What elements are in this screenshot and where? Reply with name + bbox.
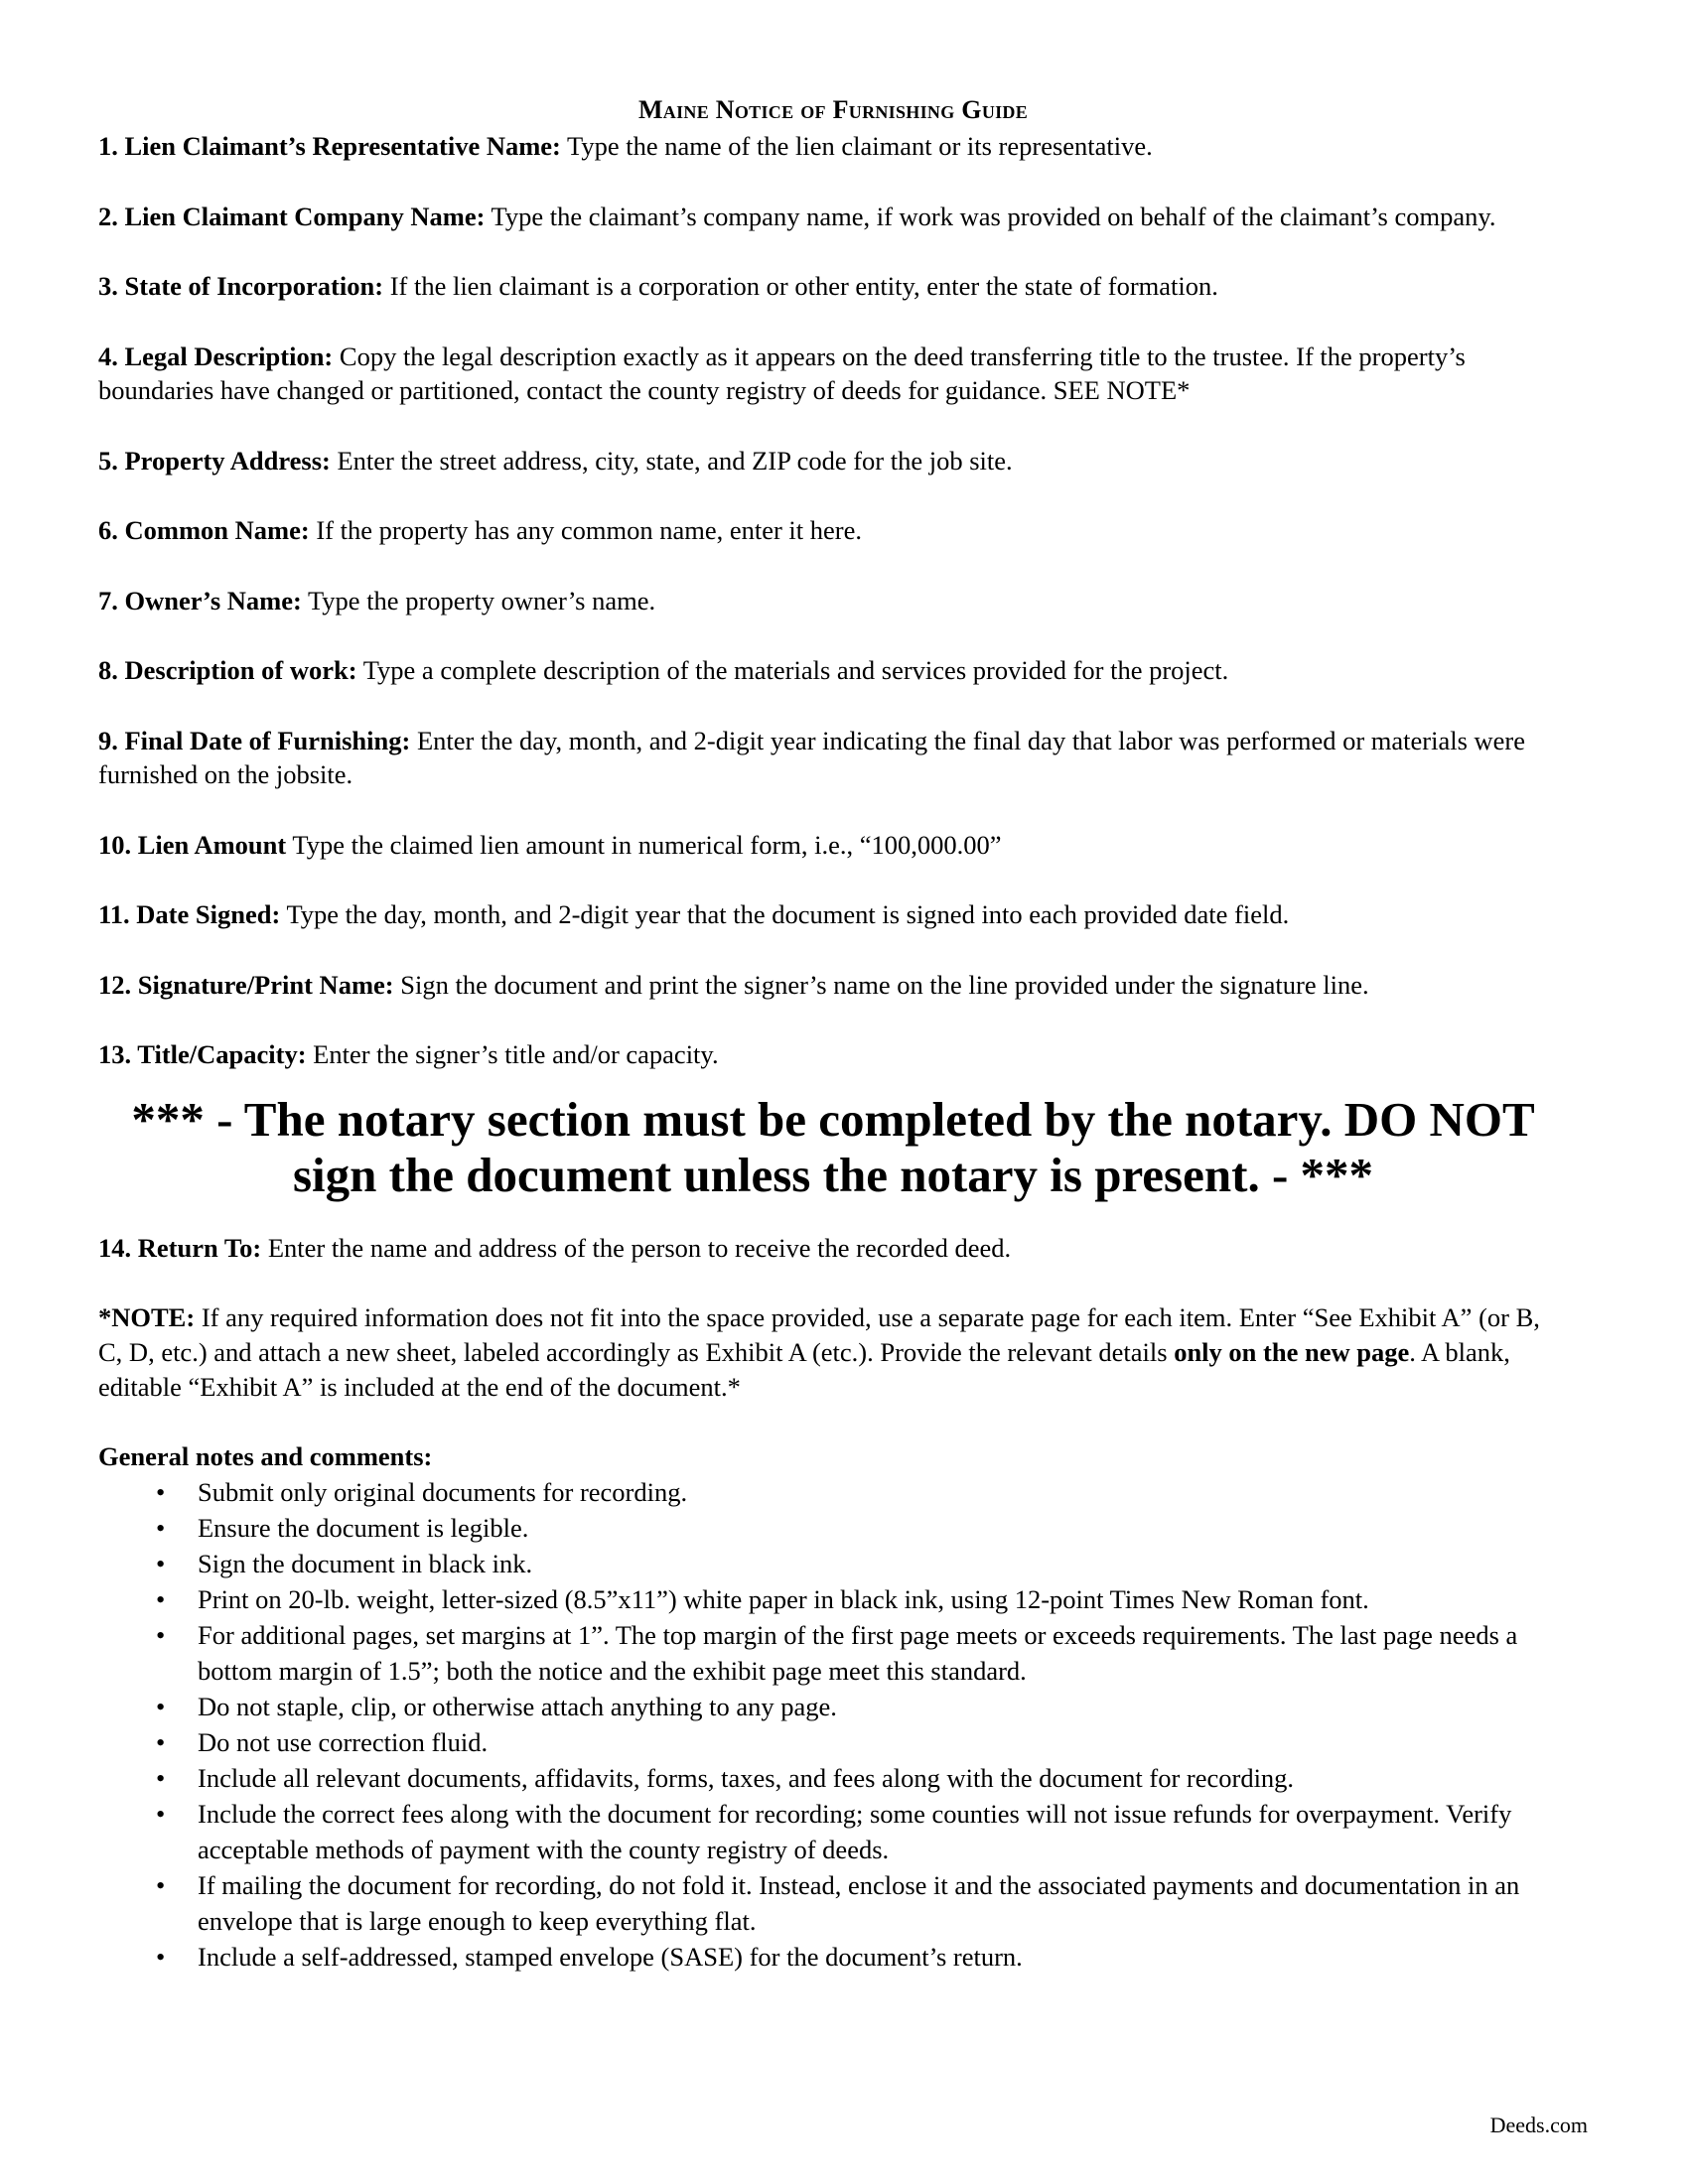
item-text: If the property has any common name, enter it here. bbox=[309, 515, 862, 545]
item-label: 8. Description of work: bbox=[98, 655, 357, 685]
bullet-icon: • bbox=[156, 1513, 166, 1543]
item-label: 3. State of Incorporation: bbox=[98, 271, 384, 301]
general-note-text: Ensure the document is legible. bbox=[198, 1513, 529, 1543]
bullet-icon: • bbox=[156, 1727, 166, 1757]
note-text-2: . A blank, editable “Exhibit A” is included at the end of the document.* bbox=[98, 1337, 1510, 1402]
bullet-icon: • bbox=[156, 1692, 166, 1721]
item-label: 1. Lien Claimant’s Representative Name: bbox=[98, 131, 561, 161]
item-label: 2. Lien Claimant Company Name: bbox=[98, 201, 486, 231]
item-label: 9. Final Date of Furnishing: bbox=[98, 725, 411, 755]
document-title: Maine Notice of Furnishing Guide bbox=[637, 95, 1029, 124]
bullet-icon: • bbox=[156, 1763, 166, 1793]
general-note-item bbox=[156, 1617, 1568, 1689]
note-text-1: If any required information does not fit into the space provided, use a separate page for each item. Enter “See Exhibit A” (or B, C, D, etc.) and attach a new sheet, labeled accordingly as Exhibit A (etc.). Provide the relevant details bbox=[98, 1302, 1540, 1367]
general-note-item bbox=[156, 1546, 1568, 1581]
item-text: Type the name of the lien claimant or its representative. bbox=[560, 131, 1153, 161]
item-label: 7. Owner’s Name: bbox=[98, 585, 302, 615]
general-note-text: Submit only original documents for recording. bbox=[198, 1477, 688, 1507]
item-text: Type a complete description of the materials and services provided for the project. bbox=[356, 655, 1229, 685]
item-text: Type the claimant’s company name, if work was provided on behalf of the claimant’s company. bbox=[485, 201, 1496, 231]
note-bold-text: only on the new page bbox=[1174, 1337, 1410, 1367]
bullet-icon: • bbox=[156, 1870, 166, 1900]
footer-brand: Deeds.com bbox=[1489, 2113, 1588, 2137]
general-note-item bbox=[156, 1939, 1568, 1975]
note-label: *NOTE: bbox=[98, 1302, 196, 1332]
general-note-item bbox=[156, 1796, 1568, 1867]
item-label: 12. Signature/Print Name: bbox=[98, 969, 394, 1000]
notary-warning-line-1: *** - The notary section must be completed by the notary. DO NOT bbox=[131, 1091, 1535, 1147]
guide-items bbox=[98, 129, 1568, 1072]
item-label: 10. Lien Amount bbox=[98, 829, 287, 860]
item-text: Copy the legal description exactly as it appears on the deed transferring title to the trustee. If the property’s boundaries have changed or partitioned, contact the county registry of deeds for guidance. SEE NOTE* bbox=[98, 341, 1466, 405]
item-label: 6. Common Name: bbox=[98, 515, 310, 545]
guide-item-7 bbox=[98, 584, 1568, 618]
guide-item-11 bbox=[98, 897, 1568, 932]
general-note-text: Sign the document in black ink. bbox=[198, 1549, 533, 1578]
item-text: Enter the day, month, and 2-digit year indicating the final day that labor was performed or materials were furnished on the jobsite. bbox=[98, 725, 1526, 789]
notary-warning bbox=[98, 1092, 1568, 1203]
item-label: 11. Date Signed: bbox=[98, 899, 281, 929]
guide-item-12 bbox=[98, 968, 1568, 1003]
bullet-icon: • bbox=[156, 1549, 166, 1578]
item-label: 13. Title/Capacity: bbox=[98, 1039, 307, 1069]
bullet-icon: • bbox=[156, 1477, 166, 1507]
general-note-text: Include the correct fees along with the document for recording; some counties will not issue refunds for overpayment. Verify acceptable methods of payment with the county registry of deeds. bbox=[198, 1799, 1512, 1864]
item-text: Sign the document and print the signer’s name on the line provided under the signature line. bbox=[393, 969, 1369, 1000]
document-page bbox=[98, 95, 1568, 1975]
item-text: If the lien claimant is a corporation or other entity, enter the state of formation. bbox=[383, 271, 1218, 301]
general-note-item bbox=[156, 1510, 1568, 1546]
general-note-text: Include a self-addressed, stamped envelope (SASE) for the document’s return. bbox=[198, 1942, 1023, 1972]
guide-item-10 bbox=[98, 828, 1568, 863]
guide-item-5 bbox=[98, 444, 1568, 478]
guide-item-4 bbox=[98, 340, 1568, 408]
item-text: Enter the street address, city, state, and ZIP code for the job site. bbox=[330, 445, 1013, 476]
item-text: Type the property owner’s name. bbox=[301, 585, 656, 615]
item-text: Enter the name and address of the person to receive the recorded deed. bbox=[261, 1232, 1012, 1263]
guide-item-1 bbox=[98, 129, 1568, 164]
bullet-icon: • bbox=[156, 1620, 166, 1650]
general-note-text: Do not use correction fluid. bbox=[198, 1727, 489, 1757]
guide-item-9 bbox=[98, 724, 1568, 792]
item-label: 5. Property Address: bbox=[98, 445, 331, 476]
bullet-icon: • bbox=[156, 1799, 166, 1829]
general-note-text: Do not staple, clip, or otherwise attach anything to any page. bbox=[198, 1692, 837, 1721]
exhibit-note bbox=[98, 1300, 1568, 1405]
guide-item-8 bbox=[98, 653, 1568, 688]
bullet-icon: • bbox=[156, 1942, 166, 1972]
guide-item-2 bbox=[98, 200, 1568, 234]
item-label: 4. Legal Description: bbox=[98, 341, 334, 371]
general-note-text: Include all relevant documents, affidavits, forms, taxes, and fees along with the document for recording. bbox=[198, 1763, 1295, 1793]
item-text: Enter the signer’s title and/or capacity. bbox=[306, 1039, 719, 1069]
general-note-item bbox=[156, 1581, 1568, 1617]
item-label: 14. Return To: bbox=[98, 1232, 262, 1263]
general-note-item bbox=[156, 1724, 1568, 1760]
guide-item-13 bbox=[98, 1037, 1568, 1072]
general-note-item bbox=[156, 1474, 1568, 1510]
guide-item-14 bbox=[98, 1231, 1568, 1266]
general-note-text: If mailing the document for recording, do not fold it. Instead, enclose it and the associated payments and documentation in an envelope that is large enough to keep everything flat. bbox=[198, 1870, 1520, 1936]
general-note-item bbox=[156, 1689, 1568, 1724]
general-notes-heading: General notes and comments: bbox=[98, 1441, 433, 1471]
general-note-item bbox=[156, 1867, 1568, 1939]
general-note-item bbox=[156, 1760, 1568, 1796]
item-text: Type the claimed lien amount in numerical form, i.e., “100,000.00” bbox=[286, 829, 1002, 860]
bullet-icon: • bbox=[156, 1584, 166, 1614]
item-text: Type the day, month, and 2-digit year that the document is signed into each provided date field. bbox=[280, 899, 1290, 929]
general-notes-list bbox=[98, 1474, 1568, 1975]
notary-warning-line-2: sign the document unless the notary is present. - *** bbox=[292, 1147, 1374, 1202]
guide-item-3 bbox=[98, 269, 1568, 304]
general-note-text: Print on 20-lb. weight, letter-sized (8.5”x11”) white paper in black ink, using 12-point Times New Roman font. bbox=[198, 1584, 1369, 1614]
general-note-text: For additional pages, set margins at 1”. The top margin of the first page meets or exceeds requirements. The last page needs a bottom margin of 1.5”; both the notice and the exhibit page meet this standard. bbox=[198, 1620, 1518, 1686]
guide-item-6 bbox=[98, 513, 1568, 548]
